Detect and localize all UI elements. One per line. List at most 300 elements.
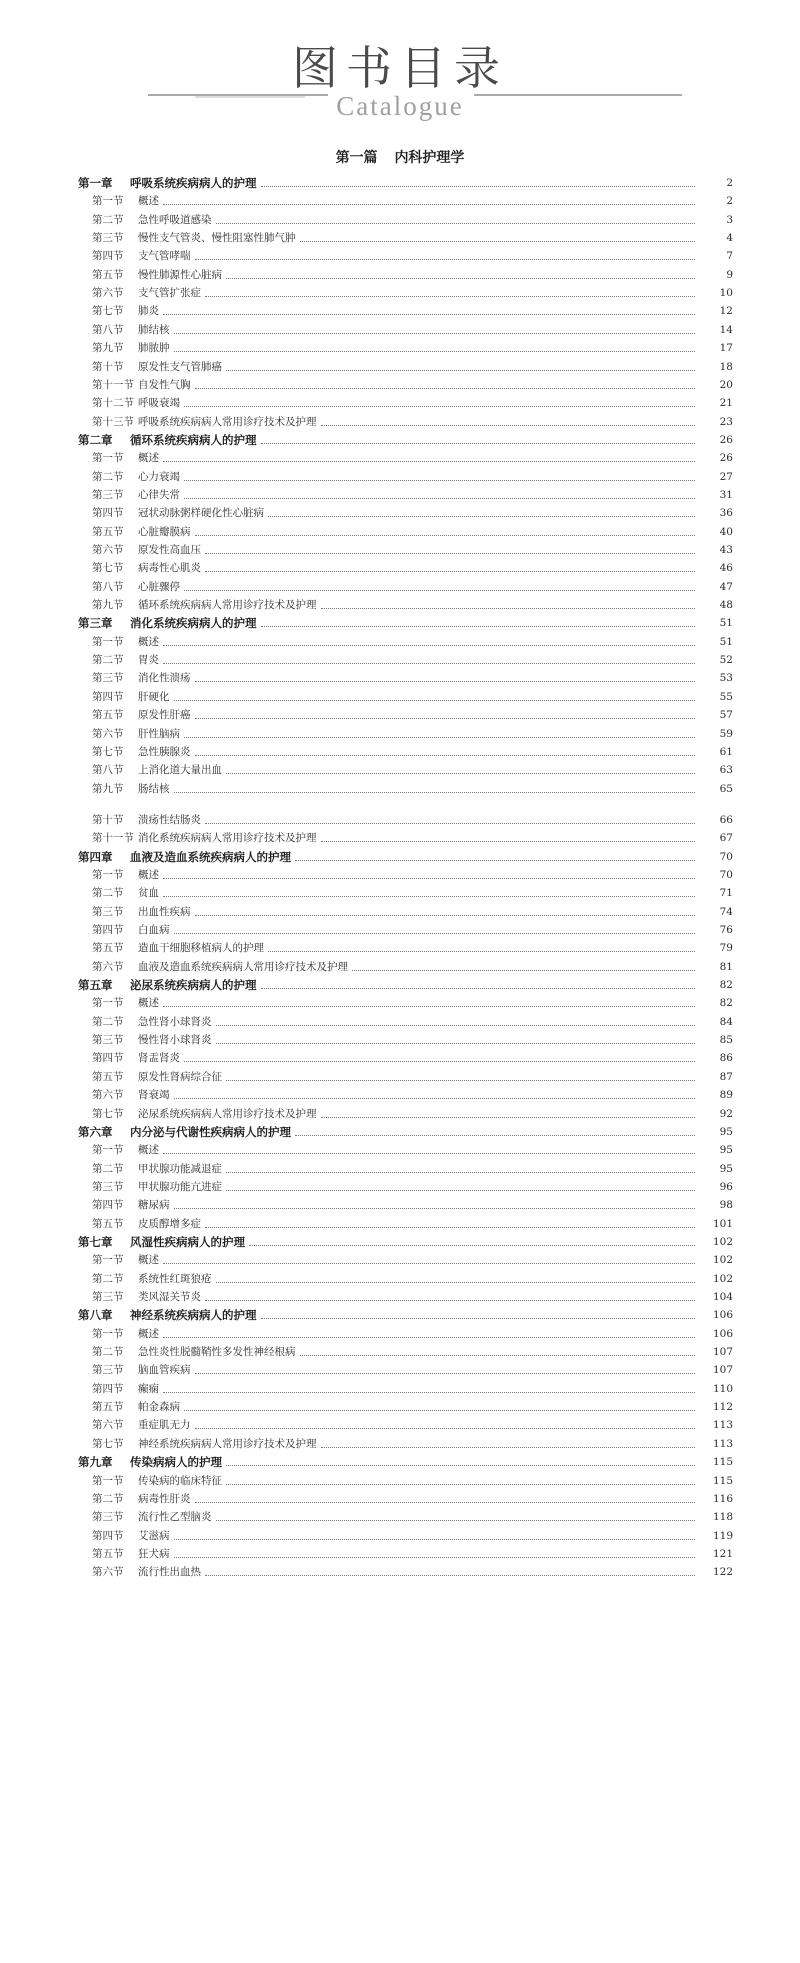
toc-leader-dots [205, 553, 695, 554]
toc-section-row[interactable] [0, 447, 800, 465]
toc-leader-dots [174, 933, 696, 934]
toc-entry-number: 第五节 [92, 1547, 124, 1560]
toc-section-row[interactable] [0, 1341, 800, 1359]
toc-entry-title: 支气管扩张症 [138, 287, 201, 300]
toc-entry-number: 第二节 [92, 887, 124, 900]
toc-chapter-row[interactable] [0, 172, 800, 190]
toc-page-number: 82 [719, 979, 733, 992]
toc-section-row[interactable] [0, 1323, 800, 1341]
toc-entry-title: 内分泌与代谢性疾病病人的护理 [130, 1124, 291, 1139]
toc-entry-number: 第十二节 [92, 397, 134, 410]
toc-leader-dots [216, 1282, 696, 1283]
toc-page-number: 122 [712, 1566, 733, 1579]
toc-page-number: 82 [719, 997, 733, 1010]
toc-leader-dots [174, 792, 696, 793]
toc-page-number: 40 [719, 525, 733, 538]
toc-page-number: 102 [712, 1254, 733, 1267]
toc-page-number: 104 [712, 1291, 733, 1303]
page-title: 图书目录 [292, 41, 508, 95]
toc-entry-label [78, 1308, 257, 1322]
toc-entry-label [92, 727, 180, 741]
toc-section-row[interactable] [0, 484, 800, 502]
toc-entry-title: 消化系统疾病病人的护理 [130, 616, 257, 631]
toc-page-number: 89 [719, 1089, 733, 1102]
toc-section-row[interactable] [0, 1506, 800, 1524]
toc-page-number: 26 [719, 433, 733, 446]
toc-entry-title: 神经系统疾病病人的护理 [130, 1308, 257, 1323]
toc-entry-title: 心律失常 [138, 488, 180, 501]
toc-chapter-row[interactable] [0, 1121, 800, 1139]
toc-entry-title: 循环系统疾病病人常用诊疗技术及护理 [138, 599, 317, 612]
toc-entry-title: 帕金森病 [138, 1401, 180, 1414]
toc-entry-title: 肺炎 [138, 305, 159, 318]
toc-leader-dots [195, 915, 696, 916]
toc-section-row[interactable] [0, 557, 800, 575]
toc-entry-label [92, 1363, 191, 1377]
toc-entry-title: 甲状腺功能减退症 [138, 1162, 222, 1175]
toc-entry-label [92, 488, 180, 502]
toc-page-number: 101 [712, 1217, 733, 1230]
toc-entry-number: 第五章 [78, 978, 113, 993]
toc-entry-title: 原发性高血压 [138, 544, 201, 556]
toc-leader-dots [195, 681, 696, 682]
toc-chapter-row[interactable] [0, 1451, 800, 1469]
toc-entry-title: 传染病的临床特征 [138, 1474, 222, 1487]
toc-entry-number: 第一节 [92, 1474, 124, 1487]
toc-chapter-row[interactable] [0, 612, 800, 630]
toc-section-row[interactable] [0, 1176, 800, 1194]
toc-page-number: 116 [712, 1492, 733, 1505]
toc-chapter-row[interactable] [0, 974, 800, 992]
toc-entry-title: 肾衰竭 [138, 1089, 170, 1102]
toc-section-row[interactable] [0, 992, 800, 1010]
toc-leader-dots [163, 1153, 695, 1154]
toc-entry-title: 原发性支气管肺癌 [138, 360, 222, 373]
toc-entry-number: 第一节 [92, 452, 124, 465]
toc-section-row[interactable] [0, 723, 800, 741]
toc-leader-dots [321, 1447, 696, 1448]
toc-leader-dots [163, 1337, 695, 1338]
toc-section-row[interactable] [0, 1103, 800, 1121]
toc-leader-dots [195, 259, 696, 260]
toc-entry-label [92, 1033, 212, 1047]
toc-entry-number: 第九节 [92, 342, 124, 355]
toc-section-row[interactable] [0, 392, 800, 410]
toc-entry-label [92, 1088, 170, 1102]
toc-entry-title: 心力衰竭 [138, 470, 180, 483]
toc-entry-label [78, 978, 257, 992]
toc-entry-label [92, 1474, 222, 1488]
toc-entry-title: 消化系统疾病病人常用诊疗技术及护理 [138, 832, 317, 845]
toc-page-number: 115 [712, 1474, 733, 1487]
toc-leader-dots [163, 663, 695, 664]
toc-section-row[interactable] [0, 1029, 800, 1047]
toc-leader-dots [174, 1208, 696, 1209]
toc-section-row[interactable] [0, 264, 800, 282]
toc-leader-dots [205, 296, 695, 297]
toc-page-number: 2 [726, 177, 733, 189]
toc-entry-number: 第一章 [78, 176, 113, 190]
toc-entry-number: 第二节 [92, 1162, 124, 1175]
toc-section-row[interactable] [0, 282, 800, 300]
toc-leader-dots [195, 535, 696, 536]
toc-entry-title: 循环系统疾病病人的护理 [130, 432, 257, 447]
toc-entry-label [92, 831, 317, 845]
toc-entry-number: 第一节 [92, 997, 124, 1010]
toc-entry-number: 第八章 [78, 1308, 113, 1323]
toc-entry-label [92, 782, 170, 796]
toc-section-row[interactable] [0, 1047, 800, 1065]
catalogue-header [0, 30, 800, 120]
toc-page-number: 107 [712, 1364, 733, 1377]
toc-page-number: 55 [719, 690, 733, 703]
toc-section-row[interactable] [0, 374, 800, 392]
toc-entry-label [92, 598, 317, 612]
toc-page-number: 70 [719, 868, 733, 881]
toc-entry-label [92, 1510, 212, 1524]
toc-section-row[interactable] [0, 209, 800, 227]
toc-entry-label [92, 1015, 212, 1029]
toc-page-number: 27 [719, 470, 733, 483]
toc-section-row[interactable] [0, 356, 800, 374]
toc-leader-dots [174, 1539, 696, 1540]
toc-page-number: 119 [712, 1529, 733, 1542]
part-number: 第一篇 [335, 150, 378, 166]
toc-entry-label [92, 451, 159, 465]
toc-leader-dots [300, 1355, 696, 1356]
toc-page-number: 118 [712, 1511, 733, 1524]
toc-entry-number: 第五节 [92, 268, 124, 281]
toc-entry-number: 第九节 [92, 782, 124, 795]
toc-section-row[interactable] [0, 1139, 800, 1157]
toc-page-number: 92 [719, 1107, 733, 1120]
toc-entry-number: 第二节 [92, 1272, 124, 1285]
toc-entry-title: 自发性气胸 [138, 378, 191, 391]
toc-entry-title: 心脏骤停 [138, 580, 180, 593]
toc-page-number: 102 [712, 1272, 733, 1285]
toc-entry-title: 概述 [138, 1327, 159, 1340]
toc-section-row[interactable] [0, 245, 800, 263]
toc-page-number: 81 [719, 960, 733, 973]
toc-entry-number: 第七章 [78, 1234, 113, 1249]
toc-entry-label [92, 1198, 170, 1212]
toc-entry-title: 呼吸系统疾病病人常用诊疗技术及护理 [138, 415, 317, 428]
toc-page-number: 96 [719, 1180, 733, 1193]
toc-page-number: 7 [726, 250, 733, 263]
toc-entry-label [92, 708, 191, 722]
toc-entry-number: 第五节 [92, 942, 124, 955]
toc-section-row[interactable] [0, 649, 800, 667]
toc-entry-title: 血液及造血系统疾病病人常用诊疗技术及护理 [138, 960, 348, 973]
toc-section-row[interactable] [0, 901, 800, 919]
toc-entry-number: 第二章 [78, 432, 113, 447]
toc-entry-number: 第三节 [92, 232, 124, 245]
toc-entry-number: 第四节 [92, 507, 124, 520]
toc-page-number: 84 [719, 1015, 733, 1028]
toc-entry-number: 第三节 [92, 672, 124, 685]
toc-entry-title: 病毒性肝炎 [138, 1492, 191, 1505]
toc-entry-title: 呼吸系统疾病病人的护理 [130, 176, 257, 190]
toc-leader-dots [216, 1025, 696, 1026]
toc-entry-title: 胃炎 [138, 654, 159, 667]
toc-entry-title: 上消化道大量出血 [138, 764, 222, 777]
toc-entry-title: 心脏瓣膜病 [138, 525, 191, 538]
toc-chapter-row[interactable] [0, 429, 800, 447]
toc-section-row[interactable] [0, 919, 800, 937]
toc-entry-label [92, 813, 201, 827]
toc-entry-title: 冠状动脉粥样硬化性心脏病 [138, 507, 264, 520]
toc-entry-label [92, 690, 170, 704]
toc-entry-number: 第五节 [92, 525, 124, 538]
toc-page-number: 67 [719, 832, 733, 845]
toc-entry-label [78, 1455, 222, 1469]
toc-entry-label [92, 580, 180, 594]
toc-entry-number: 第十节 [92, 813, 124, 826]
toc-leader-dots [352, 970, 695, 971]
toc-section-row[interactable] [0, 937, 800, 955]
toc-leader-dots [163, 878, 695, 879]
toc-page-number: 9 [726, 268, 733, 281]
toc-entry-number: 第七节 [92, 1437, 124, 1450]
toc-entry-number: 第四节 [92, 1382, 124, 1395]
toc-entry-number: 第三节 [92, 1511, 124, 1524]
toc-page-number: 87 [719, 1070, 733, 1083]
toc-section-row[interactable] [0, 1525, 800, 1543]
toc-page-number: 95 [719, 1162, 733, 1175]
toc-entry-title: 艾滋病 [138, 1529, 170, 1542]
toc-entry-label [92, 1217, 201, 1231]
toc-page-number: 112 [712, 1401, 733, 1414]
toc-section-row[interactable] [0, 319, 800, 337]
toc-section-row[interactable] [0, 778, 800, 796]
toc-section-row[interactable] [0, 704, 800, 722]
toc-page-number: 51 [719, 635, 733, 648]
toc-entry-number: 第六章 [78, 1124, 113, 1139]
toc-leader-dots [261, 1318, 696, 1319]
toc-section-row[interactable] [0, 1359, 800, 1377]
toc-entry-label [92, 868, 159, 882]
toc-section-row[interactable] [0, 631, 800, 649]
toc-entry-title: 白血病 [138, 924, 170, 936]
toc-entry-label [92, 763, 222, 777]
toc-entry-label [92, 1565, 201, 1579]
toc-section-row[interactable] [0, 809, 800, 827]
toc-page-number: 113 [712, 1437, 733, 1450]
toc-entry-number: 第三节 [92, 1034, 124, 1047]
toc-page-number: 10 [719, 287, 733, 300]
toc-entry-label [92, 635, 159, 649]
toc-leader-dots [321, 425, 696, 426]
toc-entry-title: 原发性肾病综合征 [138, 1070, 222, 1083]
toc-entry-number: 第五节 [92, 709, 124, 722]
toc-page-number: 66 [719, 813, 733, 826]
toc-entry-number: 第二节 [92, 470, 124, 483]
toc-entry-label [92, 1382, 159, 1396]
toc-page-number: 70 [719, 850, 733, 863]
toc-page-number: 110 [712, 1382, 733, 1395]
toc-section-row[interactable] [0, 1249, 800, 1267]
toc-entry-label [92, 1529, 170, 1543]
toc-entry-number: 第二节 [92, 213, 124, 226]
toc-section-row[interactable] [0, 411, 800, 429]
toc-entry-label [92, 396, 180, 410]
toc-page-number: 51 [719, 617, 733, 630]
toc-leader-dots [226, 1172, 695, 1173]
toc-leader-dots [184, 1410, 695, 1411]
toc-entry-label [92, 213, 212, 227]
toc-entry-title: 肠结核 [138, 782, 170, 795]
toc-leader-dots [321, 608, 696, 609]
toc-entry-number: 第一节 [92, 635, 124, 648]
toc-entry-number: 第八节 [92, 580, 124, 593]
toc-section-row[interactable] [0, 1433, 800, 1451]
toc-entry-title: 泌尿系统疾病病人常用诊疗技术及护理 [138, 1107, 317, 1120]
toc-section-row[interactable] [0, 686, 800, 704]
toc-leader-dots [205, 1575, 695, 1576]
toc-entry-label [78, 850, 291, 864]
toc-leader-dots [184, 737, 695, 738]
toc-page-number: 3 [726, 213, 733, 226]
toc-entry-number: 第九节 [92, 599, 124, 612]
toc-entry-title: 神经系统疾病病人常用诊疗技术及护理 [138, 1437, 317, 1450]
toc-entry-label [92, 1327, 159, 1341]
toc-section-row[interactable] [0, 521, 800, 539]
toc-leader-dots [163, 645, 695, 646]
toc-entry-number: 第六节 [92, 1566, 124, 1579]
toc-entry-label [92, 1162, 222, 1176]
toc-section-row[interactable] [0, 1561, 800, 1579]
toc-entry-label [92, 886, 159, 900]
toc-entry-title: 出血性疾病 [138, 905, 191, 918]
toc-section-row[interactable] [0, 1213, 800, 1231]
toc-entry-label [78, 1235, 245, 1249]
toc-section-row[interactable] [0, 594, 800, 612]
toc-leader-dots [216, 1520, 696, 1521]
toc-section-row[interactable] [0, 882, 800, 900]
toc-section-row[interactable] [0, 759, 800, 777]
toc-section-row[interactable] [0, 1396, 800, 1414]
toc-page-number: 71 [719, 887, 733, 900]
toc-section-row[interactable] [0, 1084, 800, 1102]
toc-entry-title: 重症肌无力 [138, 1419, 191, 1432]
toc-entry-title: 急性呼吸道感染 [138, 213, 212, 226]
toc-leader-dots [300, 241, 696, 242]
toc-leader-dots [226, 1190, 695, 1191]
toc-section-row[interactable] [0, 1286, 800, 1304]
toc-section-row[interactable] [0, 1011, 800, 1029]
toc-entry-label [92, 653, 159, 667]
toc-leader-dots [163, 896, 695, 897]
toc-entry-number: 第三节 [92, 1364, 124, 1377]
toc-entry-number: 第四节 [92, 1529, 124, 1542]
toc-entry-label [92, 415, 317, 429]
toc-page-number: 20 [719, 378, 733, 391]
toc-entry-label [92, 194, 159, 208]
toc-leader-dots [174, 1098, 696, 1099]
toc-leader-dots [163, 1006, 695, 1007]
toc-section-row[interactable] [0, 667, 800, 685]
toc-section-row[interactable] [0, 466, 800, 484]
toc-section-row[interactable] [0, 864, 800, 882]
toc-page-number: 18 [719, 360, 733, 373]
toc-entry-number: 第九章 [78, 1455, 113, 1470]
toc-page-number: 21 [719, 397, 733, 410]
toc-entry-number: 第六节 [92, 1419, 124, 1432]
toc-entry-label [92, 378, 191, 392]
page-subtitle: Catalogue [336, 91, 464, 121]
toc-section-row[interactable] [0, 190, 800, 208]
toc-leader-dots [195, 1428, 696, 1429]
toc-entry-title: 贫血 [138, 887, 159, 900]
toc-section-row[interactable] [0, 827, 800, 845]
toc-section-row[interactable] [0, 1543, 800, 1561]
toc-leader-dots [174, 351, 696, 352]
toc-chapter-row[interactable] [0, 1231, 800, 1249]
toc-section-row[interactable] [0, 227, 800, 245]
toc-entry-label [92, 960, 348, 974]
toc-section-row[interactable] [0, 741, 800, 759]
toc-chapter-row[interactable] [0, 846, 800, 864]
toc-entry-title: 流行性乙型脑炎 [138, 1511, 212, 1524]
toc-chapter-row[interactable] [0, 1304, 800, 1322]
toc-entry-title: 血液及造血系统疾病病人的护理 [130, 849, 291, 864]
toc-entry-number: 第七节 [92, 305, 124, 318]
toc-leader-dots [321, 841, 696, 842]
toc-entry-label [92, 1418, 191, 1432]
toc-page-number: 2 [726, 195, 733, 208]
toc-leader-dots [205, 1300, 695, 1301]
toc-entry-number: 第七节 [92, 562, 124, 575]
toc-section-row[interactable] [0, 539, 800, 557]
toc-section-row[interactable] [0, 1194, 800, 1212]
toc-entry-title: 肝性脑病 [138, 727, 180, 740]
toc-section-row[interactable] [0, 1268, 800, 1286]
toc-page-number: 74 [719, 905, 733, 918]
toc-leader-dots [226, 773, 695, 774]
toc-entry-number: 第一节 [92, 195, 124, 208]
toc-entry-title: 概述 [138, 997, 159, 1010]
toc-entry-label [92, 905, 191, 919]
toc-entry-title: 概述 [138, 1144, 159, 1157]
toc-leader-dots [216, 223, 696, 224]
toc-section-row[interactable] [0, 337, 800, 355]
toc-entry-label [92, 286, 201, 300]
toc-page-number: 26 [719, 452, 733, 465]
toc-section-row[interactable] [0, 1158, 800, 1176]
toc-entry-label [92, 1290, 201, 1304]
toc-entry-label [92, 1143, 159, 1157]
toc-section-row[interactable] [0, 1488, 800, 1506]
toc-section-row[interactable] [0, 1378, 800, 1396]
toc-entry-number: 第二节 [92, 1492, 124, 1505]
toc-section-row[interactable] [0, 1066, 800, 1084]
toc-leader-dots [184, 498, 695, 499]
toc-entry-number: 第八节 [92, 764, 124, 777]
toc-section-row[interactable] [0, 502, 800, 520]
toc-entry-title: 急性胰腺炎 [138, 745, 191, 758]
toc-section-row[interactable] [0, 300, 800, 318]
toc-entry-title: 皮质醇增多症 [138, 1217, 201, 1230]
toc-section-row[interactable] [0, 1414, 800, 1432]
toc-entry-label [92, 268, 222, 282]
toc-page-number: 61 [719, 745, 733, 758]
toc-entry-number: 第三节 [92, 488, 124, 501]
toc-section-row[interactable] [0, 1470, 800, 1488]
toc-leader-dots [163, 1263, 695, 1264]
toc-section-row[interactable] [0, 956, 800, 974]
toc-entry-title: 急性炎性脱髓鞘性多发性神经根病 [138, 1346, 296, 1359]
toc-section-row[interactable] [0, 576, 800, 594]
